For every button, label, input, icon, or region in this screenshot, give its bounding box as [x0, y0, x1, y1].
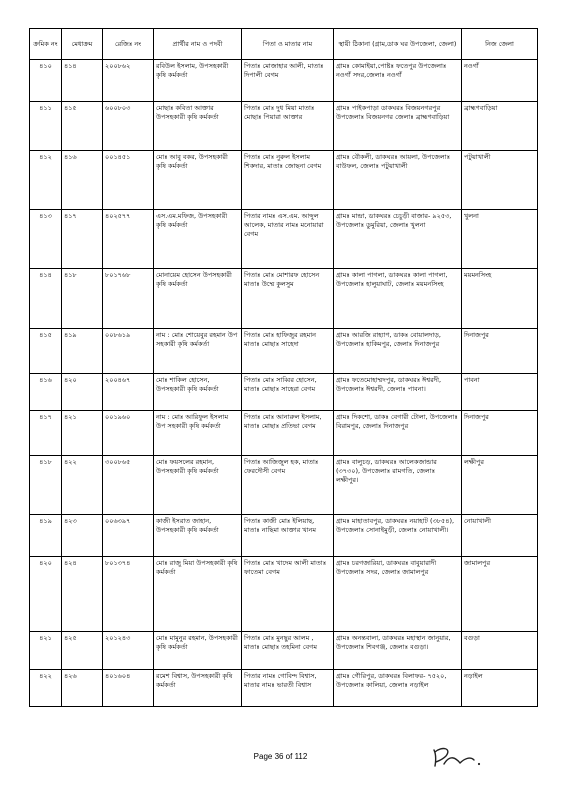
cell-merit: ৪১৫ [62, 102, 103, 151]
cell-serial: ৪১৩ [30, 210, 62, 269]
table-row [30, 269, 538, 329]
cell-reg-no: ২০০৮৬২ [103, 60, 154, 102]
table-row [30, 515, 538, 557]
header-reg-no: রেজিঃ নং [103, 29, 154, 60]
cell-merit: ৪২১ [62, 411, 103, 456]
cell-reg-no: ০০১৯৬০ [103, 411, 154, 456]
cell-district: দিনাজপুর [462, 411, 538, 456]
cell-parents: পিতার নামঃ গোবিন্দ বিশ্বাস, মাতার নামঃ ভারতী বিশ্বাস [242, 670, 334, 707]
cell-address: গ্রামঃ ফতেমোহাম্মদপুর, ডাকঘরঃ ঈশ্বরদী, উপজেলাঃ ঈশ্বরদী, জেলাঃ পাবনা। [334, 374, 462, 411]
page-number: Page 36 of 112 [253, 752, 308, 761]
table-row [30, 210, 538, 269]
cell-reg-no: ৮০১৭৬৮ [103, 269, 154, 329]
cell-address: গ্রামঃ মাহাতাবপুর, ডাকঘরঃ নয়াহাট (৩৮৫৪), উপজেলাঃ সোনাইমুড়ী, জেলাঃ নোয়াখালী। [334, 515, 462, 557]
cell-address: গ্রামঃ কোমাইয়া,পোষ্টঃ ফতেপুর উপজেলাঃ নওগাঁ সদর,জেলাঃ নওগাঁ [334, 60, 462, 102]
cell-merit: ৪২৩ [62, 515, 103, 557]
header-district: নিজ জেলা [462, 29, 538, 60]
cell-reg-no: ২০১২৪৩ [103, 632, 154, 670]
cell-name: রবিউল ইসলাম, উপসহকারী কৃষি কর্মকর্তা [154, 60, 242, 102]
cell-reg-no: ৪০২৫৭৭ [103, 210, 154, 269]
cell-district: দিনাজপুর [462, 329, 538, 374]
header-merit: মেধাক্রম [62, 29, 103, 60]
cell-district: ব্রাহ্মণবাড়িয়া [462, 102, 538, 151]
header-parents: পিতা ও মাতার নাম [242, 29, 334, 60]
cell-parents: পিতাঃ মোঃ মোশারফ হোসেন মাতাঃ উম্মে কুলসুম [242, 269, 334, 329]
cell-serial: ৪২২ [30, 670, 62, 707]
cell-reg-no: ০০৮৬১৯ [103, 329, 154, 374]
cell-district: ময়মনসিংহ [462, 269, 538, 329]
cell-name: কাজী ইসরাত জাহান, উপসহকারী কৃষি কর্মকর্তা [154, 515, 242, 557]
table-row [30, 411, 538, 456]
cell-merit: ৪২৪ [62, 557, 103, 632]
cell-serial: ৪১২ [30, 151, 62, 210]
table-row [30, 151, 538, 210]
header-address: স্থায়ী ঠিকানা (গ্রাম,ডাক ঘর উপজেলা, জেলা) [334, 29, 462, 60]
table-row [30, 329, 538, 374]
cell-address: গ্রামঃ আরজি রাহ্যাণ, ডাকঃ বোয়ালদাড়, উপজেলাঃ হাকিমপুর, জেলাঃ দিনাজপুর [334, 329, 462, 374]
cell-reg-no: ২০০৪৬৭ [103, 374, 154, 411]
table-row [30, 60, 538, 102]
cell-merit: ৪১৮ [62, 269, 103, 329]
handwritten-signature [430, 744, 482, 768]
table-row [30, 374, 538, 411]
cell-district: নোয়াখালী [462, 515, 538, 557]
cell-parents: পিতাঃ মোঃ দুধ মিয়া মাতাঃ মোছাঃ পিয়ারা আক্তার [242, 102, 334, 151]
cell-reg-no: ০০১৪৫১ [103, 151, 154, 210]
table-row [30, 456, 538, 515]
cell-name: নাম : মোঃ শোয়েবুর রহমান উপ সহকারী কৃষি কর্মকর্তা [154, 329, 242, 374]
cell-district: পটুয়াখালী [462, 151, 538, 210]
cell-district: পাবনা [462, 374, 538, 411]
cell-merit: ৪১৭ [62, 210, 103, 269]
cell-parents: পিতাঃ মোঃ সাব্বির হোসেন, মাতাঃ মোছাঃ সাহেরা বেগম [242, 374, 334, 411]
cell-serial: ৪১৮ [30, 456, 62, 515]
cell-merit: ৪২০ [62, 374, 103, 411]
cell-district: বগুড়া [462, 632, 538, 670]
cell-parents: পিতাঃ মোঃ হাফিজুর রহমান মাতাঃ মোছাঃ সাহেদা [242, 329, 334, 374]
cell-district: নওগাঁ [462, 60, 538, 102]
table-row [30, 632, 538, 670]
cell-name: নাম : মোঃ আরিফুল ইসলাম উপ সহকারী কৃষি কর্মকর্তা [154, 411, 242, 456]
cell-parents: পিতার নামঃ এস.এম. আব্দুল আলেক, মাতার নামঃ মনোয়ারা বেগম [242, 210, 334, 269]
cell-parents: পিতাঃ কাজী মোঃ ইলিয়াছ, মাতাঃ নাছিমা আক্তার খানম [242, 515, 334, 557]
cell-merit: ৪২৬ [62, 670, 103, 707]
cell-name: এস.এম.মফিজ, উপসহকারী কৃষি কর্মকর্তা [154, 210, 242, 269]
cell-merit: ৪১৬ [62, 151, 103, 210]
cell-merit: ৪২২ [62, 456, 103, 515]
cell-address: গ্রামঃ চরগজারিয়া, ডাকঘরঃ বাবুয়ারাদী উপজেলাঃ সদর, জেলাঃ জামালপুর [334, 557, 462, 632]
cell-address: গ্রামঃ বৌকলী, ডাকঘরঃ আয়লা, উপজেলাঃ বাউফল, জেলাঃ পটুয়াখালী [334, 151, 462, 210]
cell-reg-no: ৮০১৩৭৪ [103, 557, 154, 632]
cell-district: জামালপুর [462, 557, 538, 632]
cell-name: মোঃ ফয়সলের রহমান, উপসহকারী কৃষি কর্মকর্তা [154, 456, 242, 515]
cell-serial: ৪১৯ [30, 515, 62, 557]
cell-reg-no: ৬০০৮০৩ [103, 102, 154, 151]
table-row [30, 557, 538, 632]
table-header-row [30, 29, 538, 60]
candidate-table [29, 28, 538, 707]
cell-address: গ্রামঃ পাইকপাড়া ডাকঘরঃ বিজয়নগরপুর উপজেলাঃ বিজয়নগর জেলাঃ ব্রাহ্মণবাড়িয়া [334, 102, 462, 151]
cell-name: মোঃ শাকিল হোসেন, উপসহকারী কৃষি কর্মকর্তা [154, 374, 242, 411]
cell-serial: ৪১৫ [30, 329, 62, 374]
cell-serial: ৪১৭ [30, 411, 62, 456]
cell-name: মোছাঃ কবিতা আক্তার উপসহকারী কৃষি কর্মকর্তা [154, 102, 242, 151]
cell-address: গ্রামঃ কালা পাগলা, ডাকঘরঃ কালা পাগলা, উপজেলাঃ হালুয়াঘাট, জেলাঃ ময়মনসিংহ [334, 269, 462, 329]
cell-parents: পিতাঃ মোঃ মুনছুর আলম , মাতাঃ মোছাঃ তহমিনা বেগম [242, 632, 334, 670]
header-serial: ক্রমিক নং [30, 29, 62, 60]
cell-serial: ৪১১ [30, 102, 62, 151]
cell-reg-no: ০০৬৩৯৭ [103, 515, 154, 557]
cell-serial: ৪১৪ [30, 269, 62, 329]
cell-parents: পিতাঃ মোজাহার আলী, মাতাঃ দিপালী বেগম [242, 60, 334, 102]
table-row [30, 102, 538, 151]
cell-address: গ্রামঃ দিকশো, ডাকঃ বেগারী টোলা, উপজেলাঃ বিরামপুর, জেলাঃ দিনাজপুর [334, 411, 462, 456]
cell-name: মোনায়েম হোসেন উপসহকারী কৃষি কর্মকর্তা [154, 269, 242, 329]
cell-serial: ৪১০ [30, 60, 62, 102]
cell-address: গ্রামঃ বালুচড়, ডাকঘরঃ আলেকজান্ডার (৩৭৩০), উপজেলাঃ রামগতি, জেলাঃ লক্ষীপুর। [334, 456, 462, 515]
cell-serial: ৪২০ [30, 557, 62, 632]
cell-district: লক্ষীপুর [462, 456, 538, 515]
cell-parents: পিতাঃ মোঃ আনারুল ইসলাম, মাতাঃ মোছাঃ প্রতিভা বেগম [242, 411, 334, 456]
cell-name: রমেশ বিশ্বাস, উপসহকারী কৃষি কর্মকর্তা [154, 670, 242, 707]
cell-merit: ৪১৯ [62, 329, 103, 374]
cell-name: মোঃ মামুনুর রহমান, উপসহকারী কৃষি কর্মকর্তা [154, 632, 242, 670]
table-row [30, 670, 538, 707]
cell-name: মোঃ আবু বকর, উপসহকারী কৃষি কর্মকর্তা [154, 151, 242, 210]
cell-serial: ৪২১ [30, 632, 62, 670]
cell-address: গ্রামঃ অনন্তবালা, ডাকঘরঃ মহাস্থান জানুয়ার, উপজেলাঃ শিবগঞ্জ, জেলাঃ বগুড়া। [334, 632, 462, 670]
header-name-designation: প্রার্থীর নাম ও পদবী [154, 29, 242, 60]
cell-district: নড়াইল [462, 670, 538, 707]
cell-reg-no: ৩০০৮৬৫ [103, 456, 154, 515]
cell-merit: ৪১৪ [62, 60, 103, 102]
cell-address: গ্রামঃ গৌরিপুর, ডাকঘরঃ বিলাফর- ৭৫২০, উপজেলাঃ কালিয়া, জেলাঃ নড়াইল [334, 670, 462, 707]
cell-parents: পিতাঃ আজিজুল হক, মাতাঃ ফেরদৌসী বেগম [242, 456, 334, 515]
cell-serial: ৪১৬ [30, 374, 62, 411]
cell-merit: ৪২৫ [62, 632, 103, 670]
cell-parents: পিতাঃ মোঃ নুরুল ইসলাম শিকদার, মাতাঃ জোছনা বেগম [242, 151, 334, 210]
cell-address: গ্রামঃ মান্দ্রা, ডাকঘরঃ চেচুড়ী বাজার- ৯২৫৩, উপজেলাঃ ডুমুরিয়া, জেলাঃ খুলনা [334, 210, 462, 269]
cell-parents: পিতাঃ মোঃ খাদেম আলী মাতাঃ ফাতেমা বেগম [242, 557, 334, 632]
cell-district: খুলনা [462, 210, 538, 269]
cell-reg-no: ৪০১৬০৪ [103, 670, 154, 707]
cell-name: মোঃ রাজু মিয়া উপসহকারী কৃষি কর্মকর্তা [154, 557, 242, 632]
